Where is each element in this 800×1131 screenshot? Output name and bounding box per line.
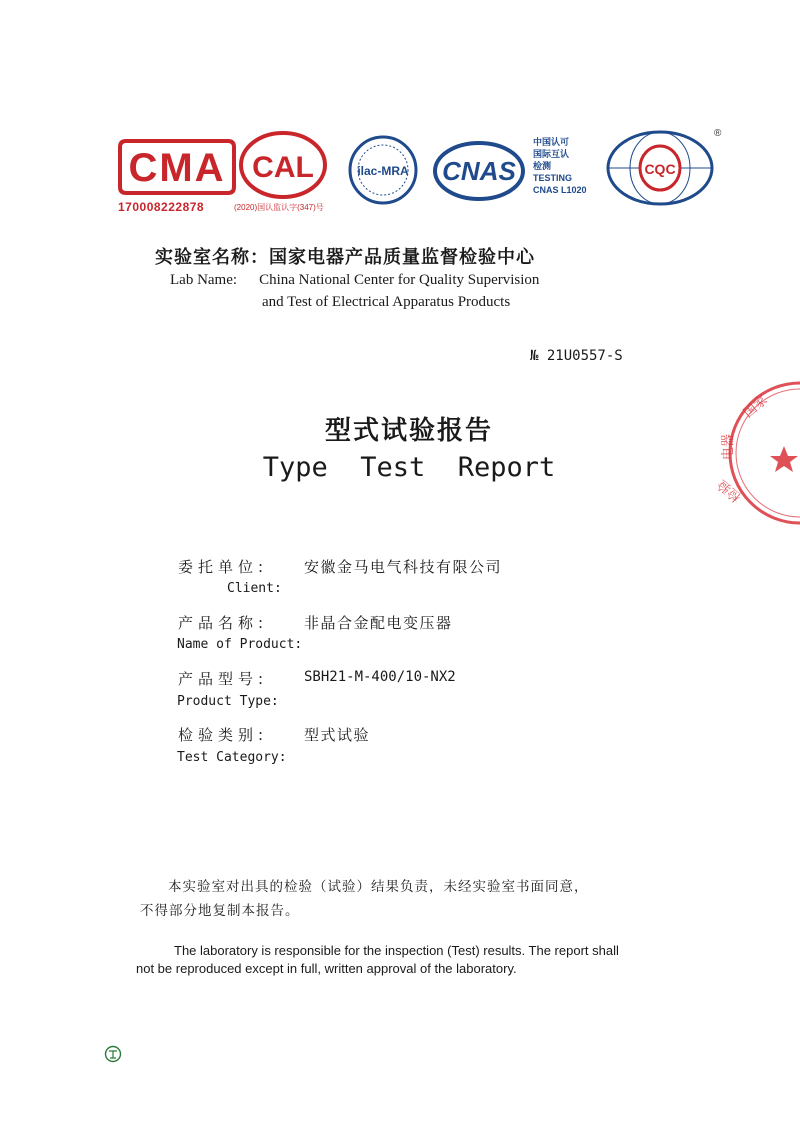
cnas-caption-line: 检测: [533, 161, 552, 171]
product-name-label-en: Name of Product:: [177, 637, 303, 652]
report-title-cn: 型式试验报告: [324, 416, 493, 446]
client-label-en: Client:: [227, 581, 282, 596]
test-category-label-en: Test Category:: [177, 750, 287, 765]
lab-name-label: Lab Name:: [170, 272, 238, 288]
official-seal-stamp: [715, 378, 800, 528]
lab-name-en-line1: China National Center for Quality Supervision: [259, 272, 540, 288]
cnas-caption-line: 国际互认: [533, 149, 570, 159]
cnas-caption-line: 中国认可: [533, 137, 570, 147]
lab-name-cn: 实验室名称：国家电器产品质量监督检验中心: [155, 247, 535, 268]
cnas-logo: [432, 140, 526, 202]
cnas-caption-line: CNAS L1020: [533, 185, 587, 195]
test-category-value: 型式试验: [304, 726, 371, 744]
client-label-cn: 委托单位:: [178, 558, 269, 576]
lab-name-en-line2: and Test of Electrical Apparatus Products: [262, 294, 511, 310]
notice-en: [136, 942, 736, 978]
cal-letters: CAL: [252, 151, 314, 184]
notice-en-line1: The laboratory is responsible for the inspection (Test) results. The report shall: [174, 943, 619, 958]
lab-name-en-row: [170, 272, 539, 289]
cnas-text: CNAS: [442, 156, 516, 186]
cma-number: 170008222878: [118, 200, 205, 214]
stamp-mark-icon: [104, 1045, 122, 1063]
test-category-label-cn: 检验类别:: [178, 726, 269, 744]
svg-text:电器: 电器: [721, 433, 736, 460]
notice-cn-line1: 本实验室对出具的检验（试验）结果负责，未经实验室书面同意，: [168, 879, 589, 895]
cma-logo: [118, 135, 236, 199]
notice-en-line2: not be reproduced except in full, written approval of the laboratory.: [136, 961, 517, 976]
cqc-globe-logo: [605, 128, 715, 208]
report-title-en: Type Test Report: [262, 452, 556, 483]
client-value: 安徽金马电气科技有限公司: [304, 558, 503, 576]
svg-text:检验: 检验: [715, 476, 745, 505]
cnas-caption-line: TESTING: [533, 173, 573, 183]
cal-logo: [238, 130, 328, 200]
cal-caption: (2020)国认监认字(347)号: [234, 203, 324, 212]
report-number: № 21U0557-S: [530, 348, 623, 364]
notice-cn-line2: 不得部分地复制本报告。: [140, 903, 300, 919]
cma-letters: CMA: [128, 146, 226, 190]
svg-text:国家: 国家: [740, 392, 771, 422]
product-type-label-en: Product Type:: [177, 694, 279, 709]
product-name-label-cn: 产品名称:: [178, 614, 269, 632]
product-name-value: 非晶合金配电变压器: [304, 614, 453, 632]
notice-cn: [140, 875, 700, 923]
cqc-text: CQC: [644, 161, 676, 177]
cnas-caption: [533, 136, 587, 196]
product-type-value: SBH21-M-400/10-NX2: [304, 669, 456, 685]
product-type-label-cn: 产品型号:: [178, 670, 269, 688]
registered-mark: ®: [714, 128, 722, 139]
accreditation-logos: [0, 0, 800, 230]
ilac-text: ilac-MRA: [357, 164, 409, 178]
ilac-mra-logo: [343, 135, 423, 205]
